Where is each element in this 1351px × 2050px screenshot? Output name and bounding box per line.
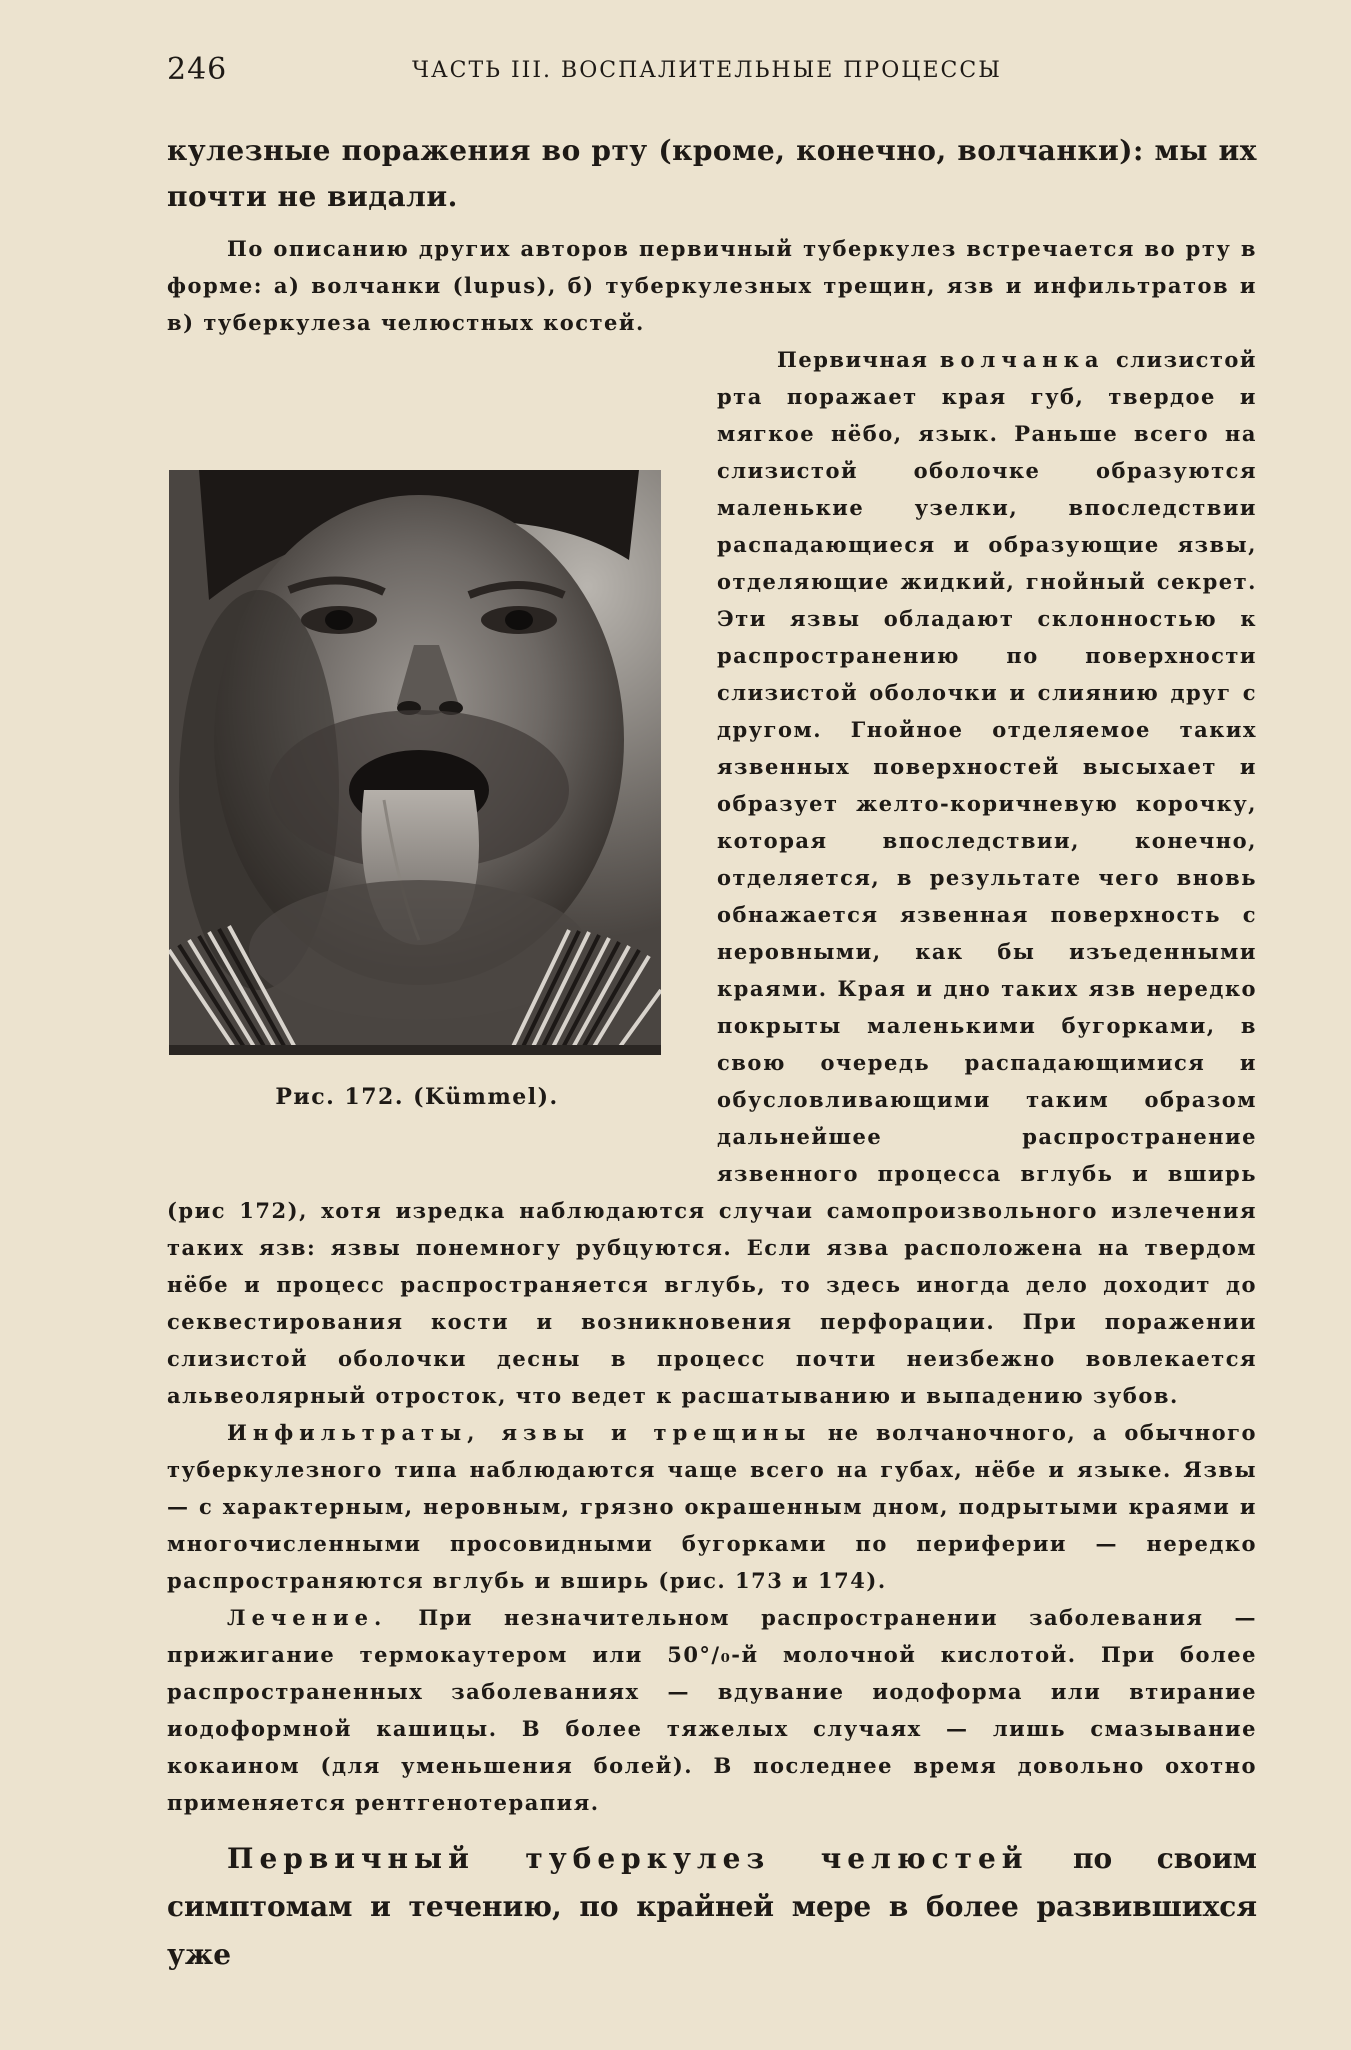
patient-photo bbox=[169, 470, 661, 1055]
lupus-lead: Первичная bbox=[777, 347, 940, 372]
jaw-rest: по своим симптомам и течению, по крайней мере в более развившихся уже bbox=[167, 1842, 1257, 1971]
lupus-term: волчанка bbox=[939, 347, 1105, 372]
lupus-rest: слизистой рта поражает края губ, твердое и мягкое нёбо, язык. Раньше всего на слизистой оболочке образуются маленькие узелки, впоследствии распадающиеся и образующие язвы, отделяющие жидкий, гнойный секрет. Эти язвы обладают склонностью к распространению по поверхности слизистой оболочки и слиянию друг с другом. Гнойное отделяемое таких язвенных поверхностей высыхает и образует желто-коричневую корочку, которая впоследствии, конечно, отделяется, в результате чего вновь обнажается язвенная поверхность с неровными, как бы изъеденными краями. Края и дно таких язв нередко покрыты маленькими бугорками, в свою очередь распадающимися и обусловливающими таким образом дальнейшее распространение язвенного процесса вглубь и вширь (рис 172), хотя изредка наблюдаются случаи самопроизвольного излечения таких язв: язвы понемногу рубцуются. Если язва расположена на твердом нёбе и процесс распространяется вглубь, то здесь иногда дело доходит до секвестирования кости и возникновения перфорации. При поражении слизистой оболочки десны в процесс почти неизбежно вовлекается альвеолярный отросток, что ведет к расшатыванию и выпадению зубов. bbox=[167, 347, 1257, 1408]
treatment-rest: При незначительном распространении заболевания — прижигание термокаутером или 50°/₀-й молочной кислотой. При более распространенных заболеваниях — вдувание иодоформа или втирание иодоформной кашицы. В более тяжелых случаях — лишь смазывание кокаином (для уменьшения болей). В последнее время довольно охотно применяется рентгенотерапия. bbox=[167, 1605, 1257, 1815]
paragraph-other-authors: По описанию других авторов первичный туберкулез встречается во рту в форме: а) волчанки (lupus), б) туберкулезных трещин, язв и инфильтратов и в) туберкулеза челюстных костей. bbox=[167, 236, 1257, 335]
patient-face-image bbox=[169, 470, 661, 1055]
figure-caption: Рис. 172. (Kümmel). bbox=[275, 1084, 559, 1110]
running-title: ЧАСТЬ III. ВОСПАЛИТЕЛЬНЫЕ ПРОЦЕССЫ bbox=[412, 58, 1002, 83]
paragraph-continuation: кулезные поражения во рту (кроме, конечно, волчанки): мы их почти не видали. bbox=[167, 134, 1257, 213]
figure-172 bbox=[167, 470, 687, 1160]
paragraph-infiltrates bbox=[167, 1414, 1257, 1599]
paragraph-jaw-tuberculosis bbox=[167, 1835, 1257, 1979]
treatment-term: Лечение. bbox=[227, 1605, 388, 1630]
page-number: 246 bbox=[167, 52, 228, 87]
paragraph-treatment bbox=[167, 1599, 1257, 1821]
infiltrates-rest: не волчаночного, а обычного туберкулезного типа наблюдаются чаще всего на губах, нёбе и языке. Язвы — с характерным, неровным, грязно окрашенным дном, подрытыми краями и многочисленными просовидными бугорками по периферии — нередко распространяются вглубь и вширь (рис. 173 и 174). bbox=[167, 1420, 1258, 1593]
infiltrates-term: Инфильтраты, язвы и трещины bbox=[227, 1420, 812, 1445]
jaw-term: Первичный туберкулез челюстей bbox=[227, 1842, 1029, 1875]
page-header bbox=[167, 52, 1257, 96]
